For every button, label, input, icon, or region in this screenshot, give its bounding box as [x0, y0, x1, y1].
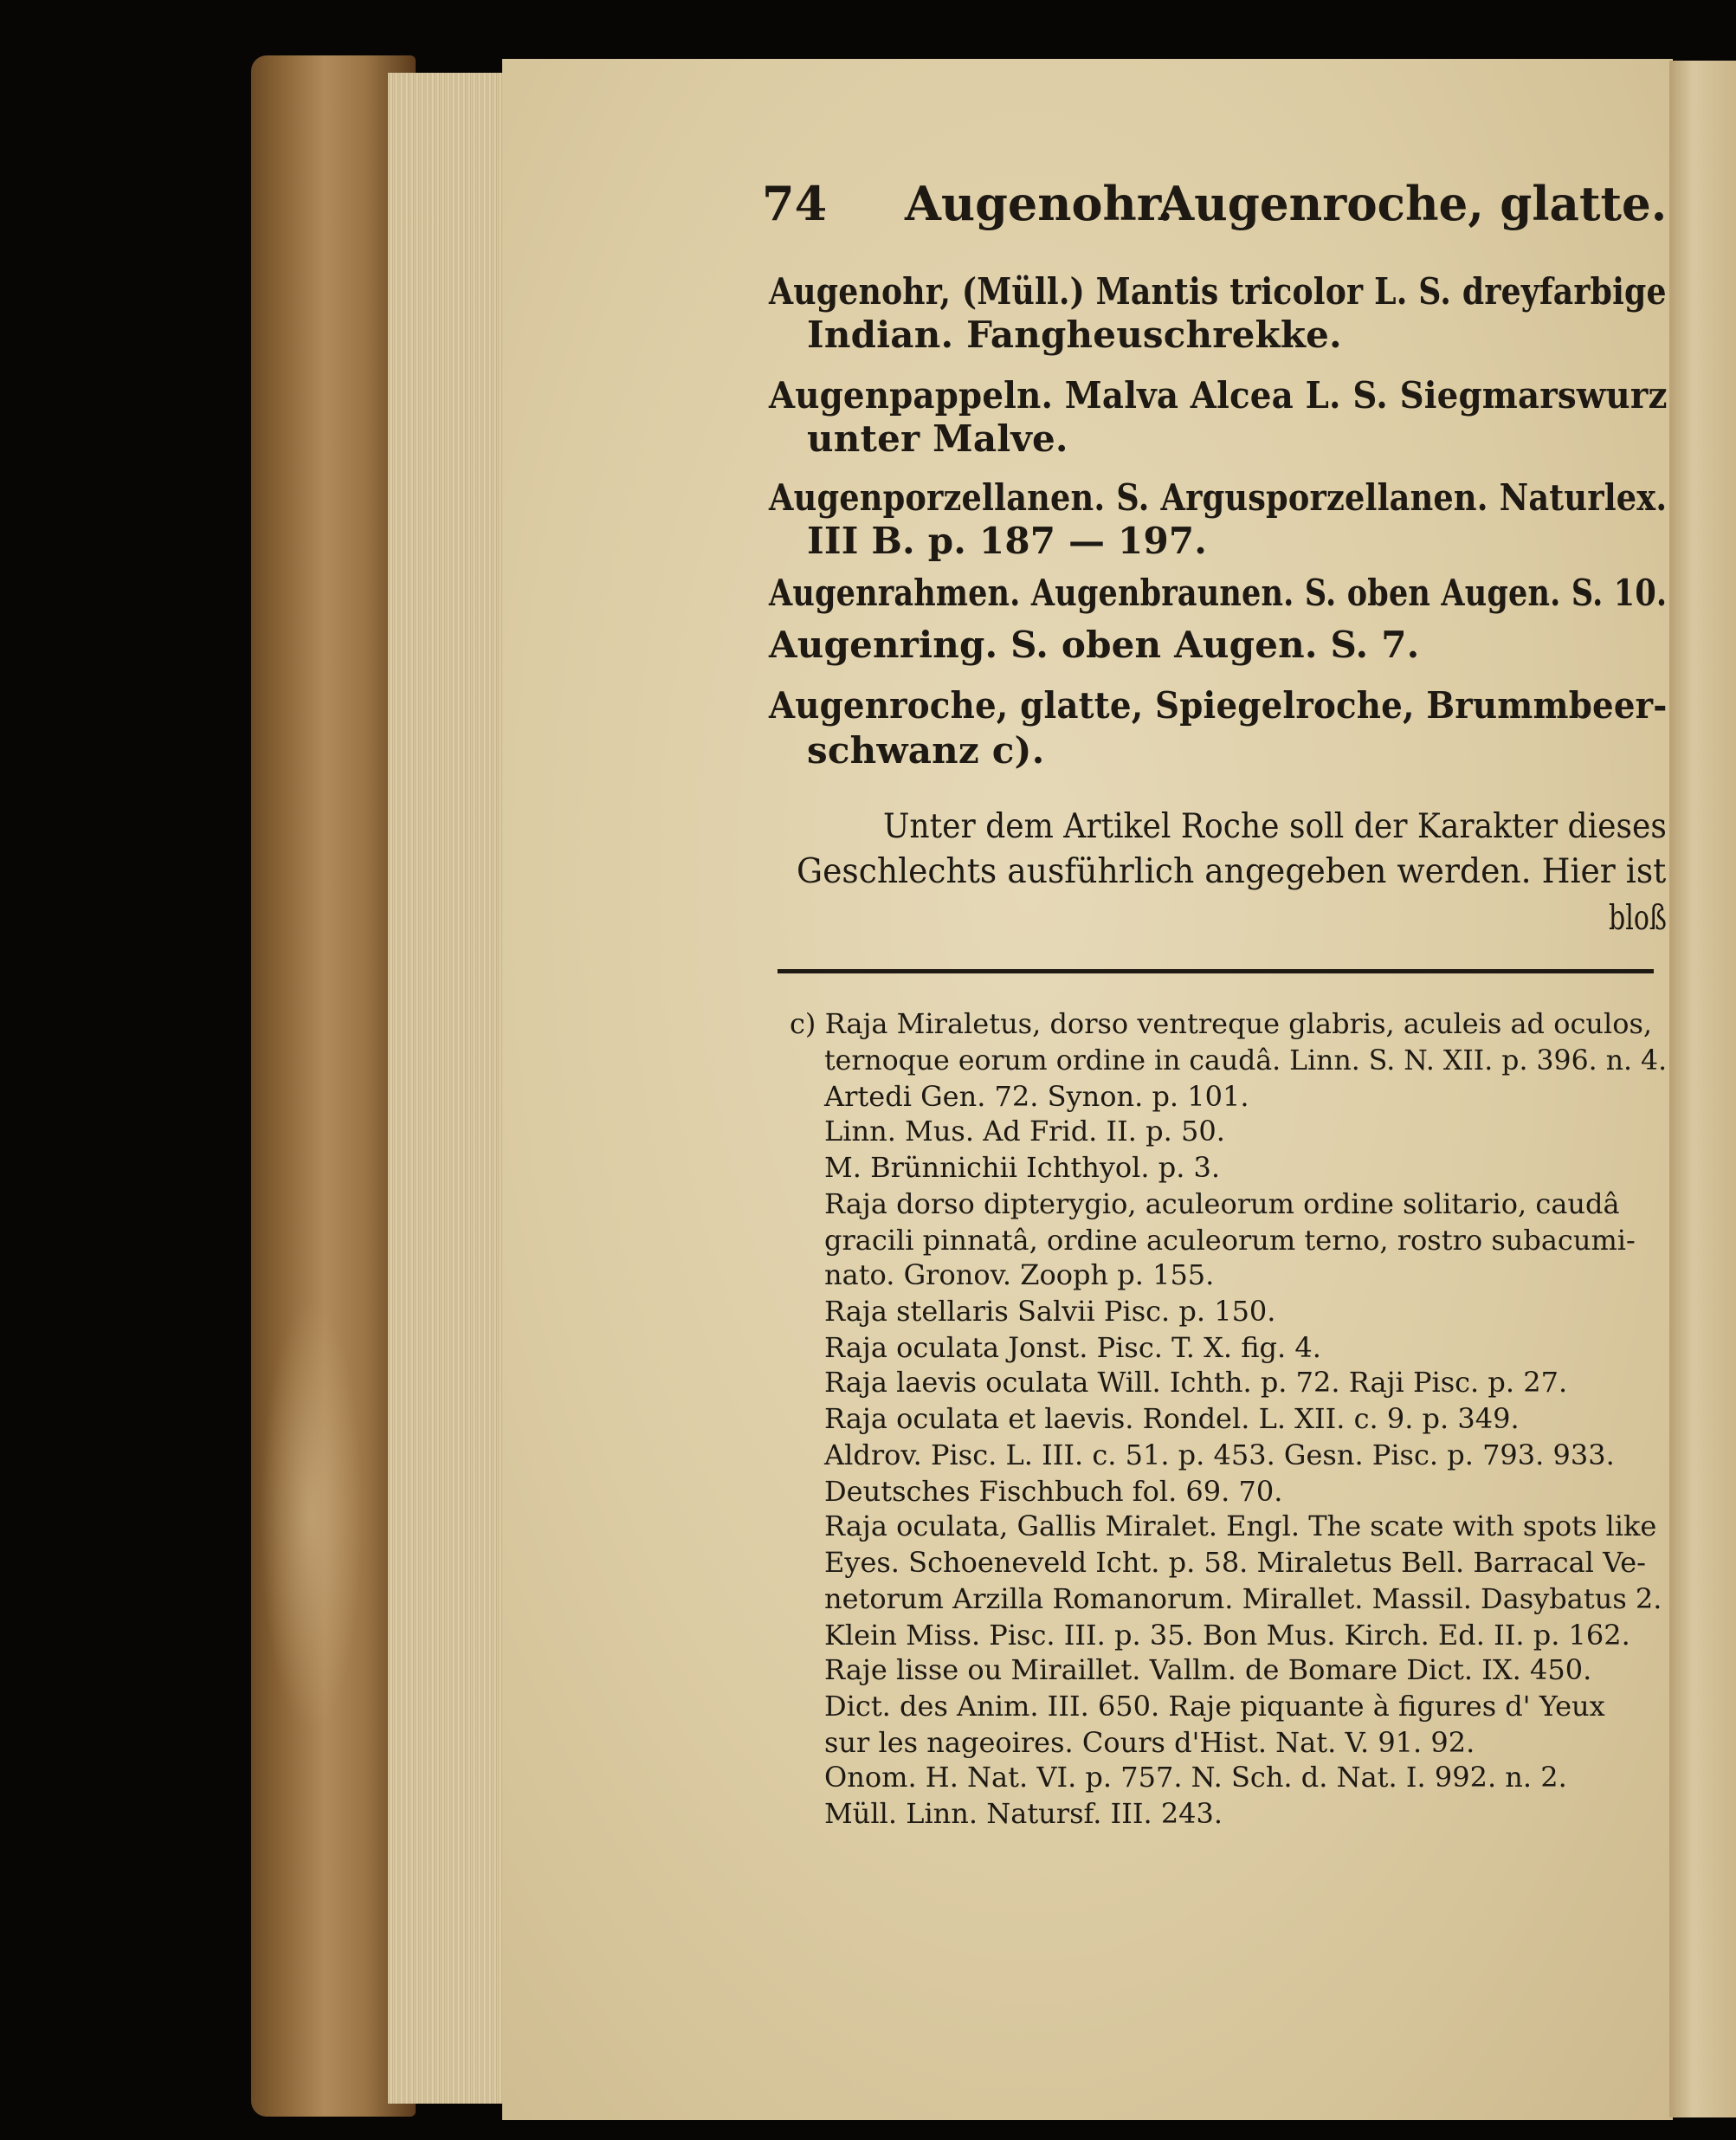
footnote-line: Raja oculata et laevis. Rondel. L. XII. c. 9. p. 349. [824, 1402, 1520, 1435]
footnote-line: Raja oculata Jonst. Pisc. T. X. fig. 4. [824, 1331, 1321, 1364]
footnote-line: c) Raja Miraletus, dorso ventreque glabris, aculeis ad oculos, [790, 1007, 1653, 1040]
entry-line: Augenroche, glatte, Spiegelroche, Brummbeer- [769, 684, 1668, 727]
footnote-line: Raja oculata, Gallis Miralet. Engl. The scate with spots like [824, 1510, 1657, 1542]
page-number: 74 [762, 176, 828, 231]
footnote-line: Deutsches Fischbuch fol. 69. 70. [824, 1475, 1283, 1508]
footnote-line: Klein Miss. Pisc. III. p. 35. Bon Mus. Kirch. Ed. II. p. 162. [824, 1619, 1630, 1652]
entry-line: schwanz c). [807, 729, 1045, 772]
entry-line: III B. p. 187 — 197. [807, 520, 1208, 562]
paragraph-line: Geschlechts ausführlich angegeben werden. Hier ist [797, 852, 1667, 891]
page-block-edges [388, 73, 505, 2104]
running-head-left: Augenohr. [905, 176, 1174, 231]
facing-page-edge [1669, 61, 1736, 2117]
footnote-line: Dict. des Anim. III. 650. Raje piquante à figures d' Yeux [824, 1690, 1605, 1723]
footnote-line: Eyes. Schoeneveld Icht. p. 58. Miraletus Bell. Barracal Ve- [824, 1546, 1646, 1579]
entry-line: Augenring. S. oben Augen. S. 7. [769, 624, 1420, 666]
footnote-line: gracili pinnatâ, ordine aculeorum terno, rostro subacumi- [824, 1224, 1636, 1257]
footnote-line: Raja laevis oculata Will. Ichth. p. 72. Raji Pisc. p. 27. [824, 1366, 1568, 1399]
entry-line: Indian. Fangheuschrekke. [807, 314, 1342, 356]
footnote-line: Onom. H. Nat. VI. p. 757. N. Sch. d. Nat. I. 992. n. 2. [824, 1761, 1567, 1794]
paragraph-line: Unter dem Artikel Roche soll der Karakter dieses [883, 807, 1667, 846]
footnote-line: Linn. Mus. Ad Frid. II. p. 50. [824, 1115, 1225, 1148]
footnote-rule [778, 969, 1654, 973]
entry-line: Augenrahmen. Augenbraunen. S. oben Augen. S. 10. [769, 572, 1668, 614]
cover-stain [260, 1299, 364, 1732]
footnote-line: nato. Gronov. Zooph p. 155. [824, 1258, 1215, 1291]
footnote-line: M. Brünnichii Ichthyol. p. 3. [824, 1151, 1221, 1184]
paragraph-line: bloß [1609, 899, 1667, 938]
footnote-line: netorum Arzilla Romanorum. Mirallet. Massil. Dasybatus 2. [824, 1582, 1662, 1615]
footnote-line: Raje lisse ou Miraillet. Vallm. de Bomare Dict. IX. 450. [824, 1653, 1592, 1686]
footnote-line: ternoque eorum ordine in caudâ. Linn. S. N. XII. p. 396. n. 4. [824, 1044, 1668, 1076]
entry-line: Augenohr, (Müll.) Mantis tricolor L. S. dreyfarbige [769, 270, 1667, 313]
footnote-line: Müll. Linn. Natursf. III. 243. [824, 1797, 1223, 1830]
entry-line: unter Malve. [807, 417, 1068, 460]
running-head-right: Augenroche, glatte. [1158, 176, 1668, 231]
footnote-line: Raja stellaris Salvii Pisc. p. 150. [824, 1295, 1276, 1328]
footnote-line: Aldrov. Pisc. L. III. c. 51. p. 453. Gesn. Pisc. p. 793. 933. [824, 1439, 1615, 1471]
entry-line: Augenporzellanen. S. Argusporzellanen. Naturlex. [769, 476, 1668, 519]
footnote-line: Raja dorso dipterygio, aculeorum ordine solitario, caudâ [824, 1187, 1620, 1220]
entry-line: Augenpappeln. Malva Alcea L. S. Siegmarswurz [769, 374, 1668, 417]
footnote-line: Artedi Gen. 72. Synon. p. 101. [824, 1080, 1249, 1113]
footnote-line: sur les nageoires. Cours d'Hist. Nat. V. 91. 92. [824, 1726, 1475, 1759]
